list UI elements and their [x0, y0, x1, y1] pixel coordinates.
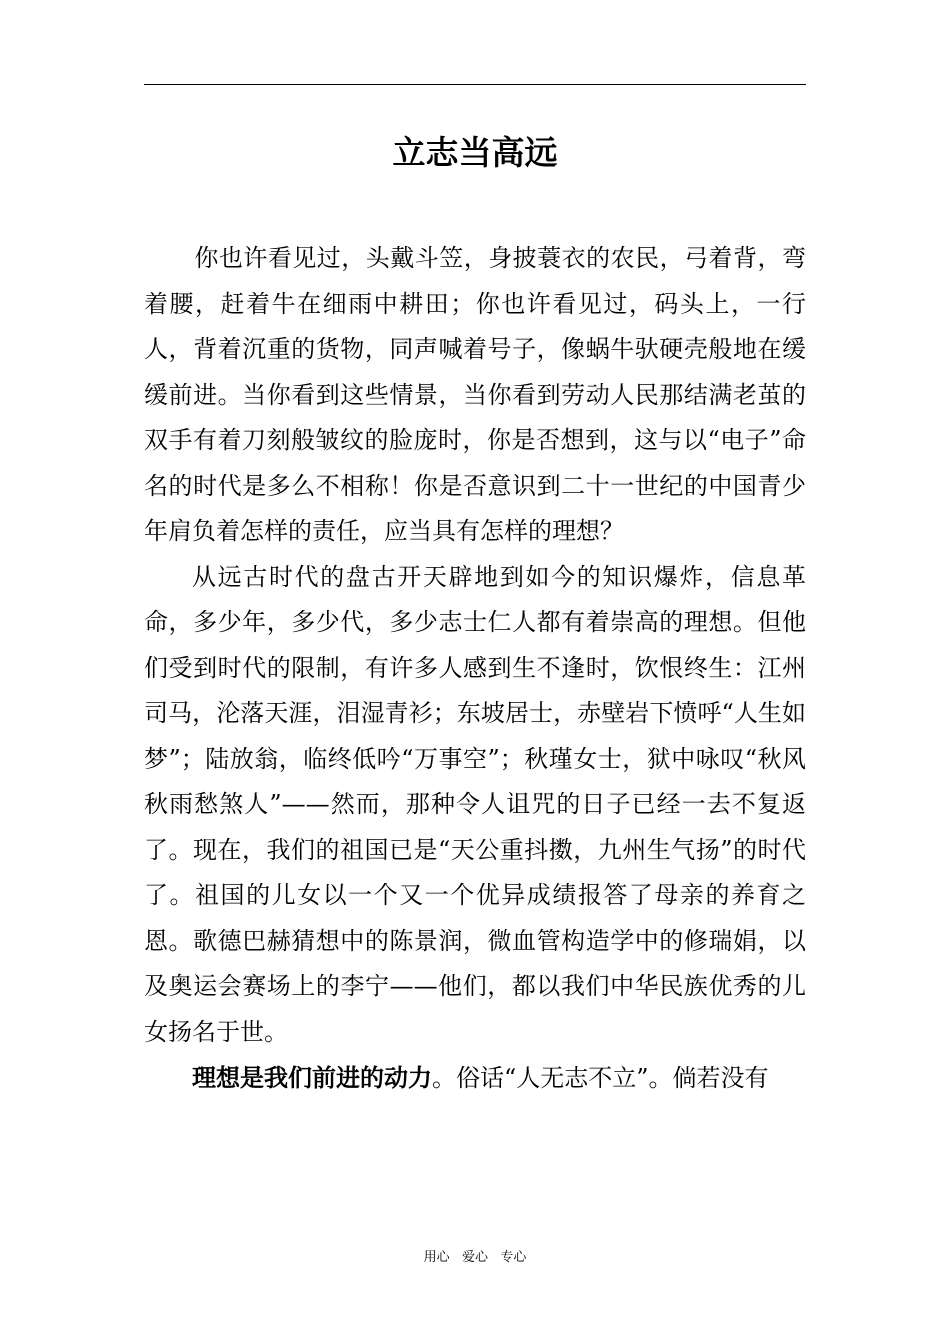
document-title: 立志当高远 — [392, 133, 558, 172]
paragraph-2: 从远古时代的盘古开天辟地到如今的知识爆炸，信息革命，多少年，多少代，多少志士仁人都有着崇高的理想。但他们受到时代的限制，有许多人感到生不逢时，饮恨终生：江州司马，沦落天涯，泪湿青衫；东坡居士，赤壁岩下愤呼“人生如梦”；陆放翁，临终低吟“万事空”；秋瑾女士，狱中咏叹“秋风秋雨愁煞人”——然而，那种令人诅咒的日子已经一去不复返了。现在，我们的祖国已是“天公重抖擞，九州生气扬”的时代了。祖国的儿女以一个又一个优异成绩报答了母亲的养育之恩。歌德巴赫猜想中的陈景润，微血管构造学中的修瑞娟，以及奥运会赛场上的李宁——他们，都以我们中华民族优秀的儿女扬名于世。 — [144, 562, 806, 1046]
paragraph-3-text: 。俗话“人无志不立”。倘若没有 — [432, 1064, 769, 1092]
page-footer: 用心 爱心 专心 — [423, 1250, 527, 1265]
paragraph-3 — [144, 1055, 806, 1102]
document-body — [144, 236, 806, 1102]
header-rule — [144, 84, 806, 85]
paragraph-1: 你也许看见过，头戴斗笠，身披蓑衣的农民，弓着背，弯着腰，赶着牛在细雨中耕田；你也许看见过，码头上，一行人，背着沉重的货物，同声喊着号子，像蜗牛驮硬壳般地在缓缓前进。当你看到这些情景，当你看到劳动人民那结满老茧的双手有着刀刻般皱纹的脸庞时，你是否想到，这与以“电子”命名的时代是多么不相称！你是否意识到二十一世纪的中国青少年肩负着怎样的责任，应当具有怎样的理想？ — [144, 244, 806, 545]
paragraph-3-bold-lead: 理想是我们前进的动力 — [192, 1063, 432, 1092]
